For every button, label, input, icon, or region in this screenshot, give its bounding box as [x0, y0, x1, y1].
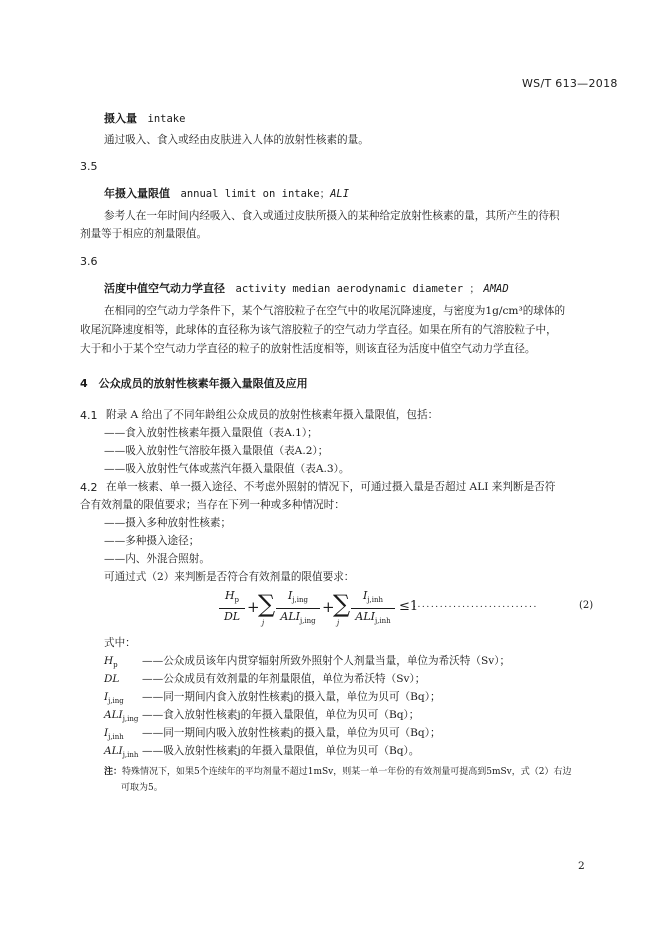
term-amad-definition-line1: 在相同的空气动力学条件下，某个气溶胶粒子在空气中的收尾沉降速度，与密度为1g/cm³的球体的	[104, 305, 566, 317]
where-symbol-ali-ing: $ALI_{j,ing}$	[104, 709, 139, 724]
term-amad-definition-line3: 大于和小于某个空气动力学直径的粒子的放射性活度相等，则该直径为活度中值空气动力学直径。	[80, 343, 536, 355]
note-line1	[104, 764, 572, 777]
page-number: 2	[578, 860, 585, 872]
formula-ali-inh-subscript: j,inh	[374, 617, 391, 626]
where-desc-intake-inh: ——同一期间内吸入放射性核素j的摄入量，单位为贝可（Bq）；	[142, 727, 441, 739]
formula-relation: ≤1	[399, 599, 419, 614]
list-item: ——吸入放射性气溶胶年摄入量限值（表A.2）；	[104, 445, 329, 457]
term-intake-heading	[104, 110, 185, 126]
list-item: ——多种摄入途径；	[104, 535, 200, 547]
term-amad-abbr: AMAD	[483, 283, 509, 295]
term-amad-title-en: activity median aerodynamic diameter ；	[235, 283, 480, 295]
term-ali-definition-line1: 参考人在一年时间内经吸入、食入或通过皮肤所摄入的某种给定放射性核素的量，其所产生的待积	[104, 210, 560, 222]
note-label: 注：	[104, 767, 123, 777]
term-ali-definition-line2: 剂量等于相应的剂量限值。	[80, 228, 208, 240]
summation-symbol: ∑	[258, 590, 276, 618]
list-item: ——食入放射性核素年摄入量限值（表A.1）；	[104, 427, 318, 439]
term-ali-title-en: annual limit on intake；	[180, 188, 331, 200]
where-desc-ali-inh: ——吸入放射性核素j的年摄入量限值，单位为贝可（Bq）。	[142, 745, 420, 757]
equation-number: (2)	[579, 600, 594, 611]
term-ali-number: 3.5	[80, 160, 98, 173]
term-intake-definition: 通过吸入、食入或经由皮肤进入人体的放射性核素的量。	[104, 134, 369, 146]
formula-term-ingestion	[276, 589, 320, 628]
clause-4-1-text: 附录 A 给出了不同年龄组公众成员的放射性核素年摄入量限值，包括：	[106, 409, 439, 421]
term-intake-title-en: intake	[147, 113, 186, 125]
formula-leader-dots: ............................	[413, 600, 538, 610]
formula-intake-inh-symbol: I	[362, 589, 368, 602]
summation-index: j	[337, 619, 340, 627]
where-symbol-intake-inh: $I_{j,inh}$	[104, 727, 124, 742]
where-symbol-hp: $H_p$	[104, 655, 118, 670]
where-symbol-dl: DL	[104, 673, 120, 685]
where-desc-hp: ——公众成员该年内贯穿辐射所致外照射个人剂量当量，单位为希沃特（Sv）；	[142, 655, 511, 667]
term-intake-title-cn: 摄入量	[104, 112, 137, 125]
where-desc-ali-ing: ——食入放射性核素j的年摄入量限值，单位为贝可（Bq）；	[142, 709, 420, 721]
formula-intake-ing-symbol: I	[288, 589, 293, 602]
term-ali-abbr: ALI	[330, 188, 350, 200]
note-line2: 可取为5。	[121, 783, 163, 793]
section-4-heading: 4 公众成员的放射性核素年摄入量限值及应用	[80, 377, 308, 390]
formula-intro: 可通过式（2）来判断是否符合有效剂量的限值要求：	[104, 571, 355, 583]
summation-index: j	[262, 619, 265, 627]
formula-ali-inh-symbol: ALI	[355, 610, 375, 624]
where-symbol-intake-ing: $I_{j,ing}$	[104, 691, 124, 706]
list-item: ——摄入多种放射性核素；	[104, 517, 232, 529]
formula-term-inhalation	[351, 589, 395, 628]
term-ali-title-cn: 年摄入量限值	[104, 187, 170, 200]
where-desc-intake-ing: ——同一期间内食入放射性核素j的摄入量，单位为贝可（Bq）；	[142, 691, 441, 703]
list-item: ——吸入放射性气体或蒸汽年摄入量限值（表A.3）。	[104, 463, 350, 475]
formula-hp-symbol: H	[224, 589, 235, 602]
list-item: ——内、外混合照射。	[104, 553, 210, 565]
standard-number: WS/T 613—2018	[522, 77, 618, 90]
formula-ali-ing-subscript: j,ing	[299, 617, 316, 626]
formula-dl-symbol: DL	[223, 610, 241, 624]
term-amad-definition-line2: 收尾沉降速度相等，此球体的直径称为该气溶胶粒子的空气动力学直径。如果在所有的气溶胶粒子中，	[80, 324, 557, 336]
note-text-line1: 特殊情况下，如果5个连续年的平均剂量不超过1mSv，则某一单一年份的有效剂量可提高到5mSv，式（2）右边	[122, 767, 572, 777]
formula-intake-ing-subscript: j,ing	[292, 596, 308, 605]
clause-4-2-line1: 在单一核素、单一摄入途径、不考虑外照射的情况下，可通过摄入量是否超过 ALI 来判断是否符	[106, 481, 556, 493]
formula-ali-ing-symbol: ALI	[280, 610, 300, 624]
formula-intake-inh-subscript: j,inh	[367, 596, 383, 605]
term-amad-number: 3.6	[80, 255, 98, 268]
term-amad-title-cn: 活度中值空气动力学直径	[104, 282, 225, 295]
clause-4-1-number: 4.1	[80, 409, 98, 422]
formula-term-hp-dl	[219, 589, 245, 624]
where-symbol-ali-inh: $ALI_{j,inh}$	[104, 745, 139, 760]
clause-4-2-line2: 合有效剂量的限值要求；当存在下列一种或多种情况时：	[80, 499, 345, 511]
term-amad-heading	[104, 280, 509, 296]
where-desc-dl: ——公众成员有效剂量的年剂量限值，单位为希沃特（Sv）；	[142, 673, 426, 685]
summation-symbol: ∑	[333, 590, 351, 618]
clause-4-2-number: 4.2	[80, 481, 98, 494]
where-label: 式中：	[104, 637, 136, 649]
term-ali-heading	[104, 185, 349, 201]
formula-hp-subscript: p	[234, 596, 240, 605]
